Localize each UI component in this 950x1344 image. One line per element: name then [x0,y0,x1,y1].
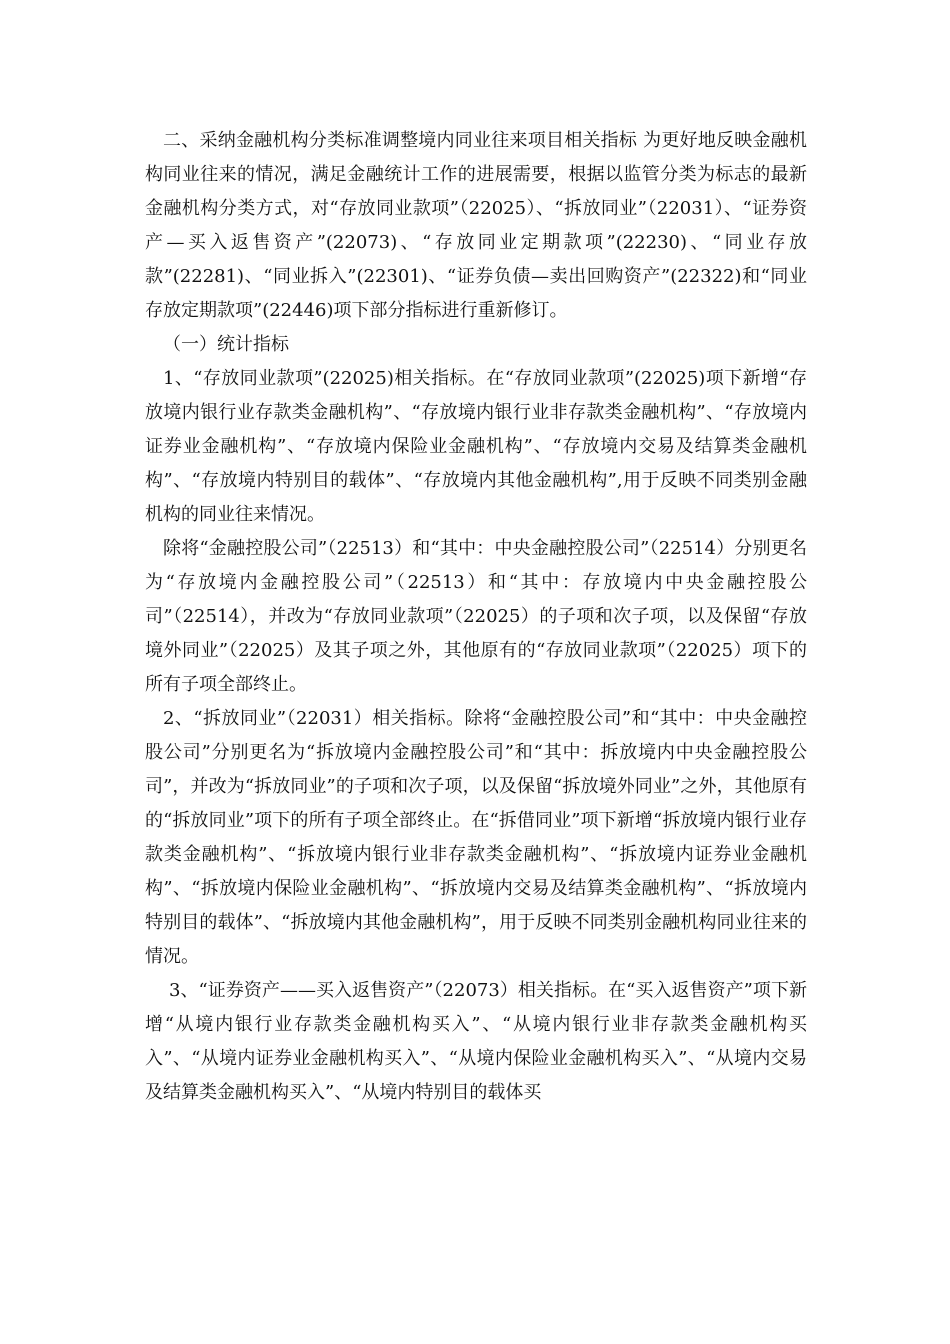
paragraph-item-2: 2、“拆放同业”（22031）相关指标。除将“金融控股公司”和“其中：中央金融控股公司”分别更名为“拆放境内金融控股公司”和“其中：拆放境内中央金融控股公司”，并改为“拆放同业”的子项和次子项，以及保留“拆放境外同业”之外，其他原有的“拆放同业”项下的所有子项全部终止。在“拆借同业”项下新增“拆放境内银行业存款类金融机构”、“拆放境内银行业非存款类金融机构”、“拆放境内证券业金融机构”、“拆放境内保险业金融机构”、“拆放境内交易及结算类金融机构”、“拆放境内特别目的载体”、“拆放境内其他金融机构”，用于反映不同类别金融机构同业往来的情况。 [145,708,807,967]
paragraph-item-1-continued: 除将“金融控股公司”（22513）和“其中：中央金融控股公司”（22514）分别更名为“存放境内金融控股公司”（22513）和“其中：存放境内中央金融控股公司”（22514），并改为“存放同业款项”（22025）的子项和次子项，以及保留“存放境外同业”（22025）及其子项之外，其他原有的“存放同业款项”（22025）项下的所有子项全部终止。 [145,538,807,695]
paragraph-item-1: 1、“存放同业款项”(22025)相关指标。在“存放同业款项”(22025)项下新增“存放境内银行业存款类金融机构”、“存放境内银行业非存款类金融机构”、“存放境内证券业金融机构”、“存放境内保险业金融机构”、“存放境内交易及结算类金融机构”、“存放境内特别目的载体”、“存放境内其他金融机构”,用于反映不同类别金融机构的同业往来情况。 [145,368,807,525]
document-body [145,124,807,1110]
paragraph-item-3: 3、“证券资产——买入返售资产”（22073）相关指标。在“买入返售资产”项下新增“从境内银行业存款类金融机构买入”、“从境内银行业非存款类金融机构买入”、“从境内证券业金融机构买入”、“从境内保险业金融机构买入”、“从境内交易及结算类金融机构买入”、“从境内特别目的载体买 [145,980,807,1103]
paragraph-heading-indicators: （一）统计指标 [163,334,289,355]
paragraph-section-two: 二、采纳金融机构分类标准调整境内同业往来项目相关指标 为更好地反映金融机构同业往来的情况，满足金融统计工作的进展需要，根据以监管分类为标志的最新金融机构分类方式，对“存放同业款项”（22025）、“拆放同业”（22031）、“证券资产—买入返售资产”(22073)、“存放同业定期款项”(22230)、“同业存放款”(22281)、“同业拆入”(22301)、“证券负债—卖出回购资产”(22322)和“同业存放定期款项”(22446)项下部分指标进行重新修订。 [145,130,807,321]
